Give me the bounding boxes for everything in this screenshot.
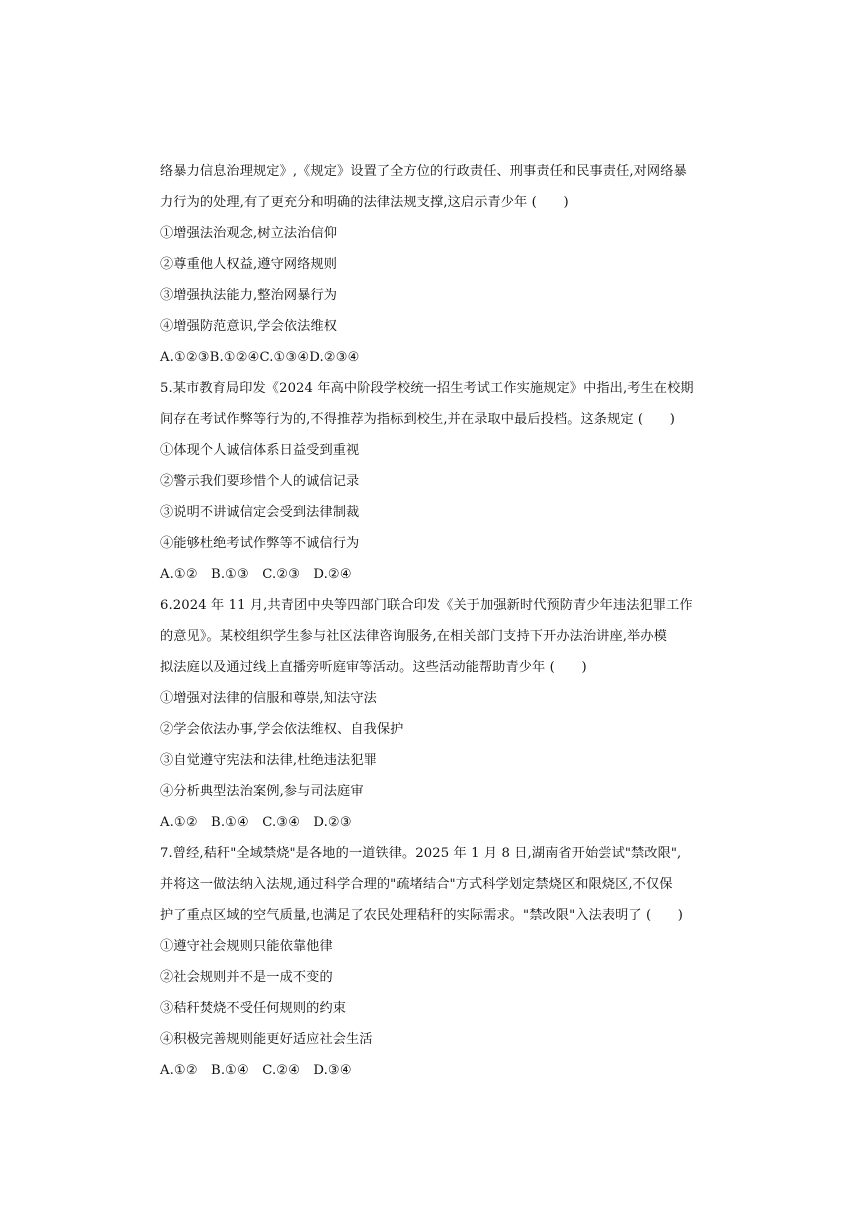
- question-7-option-2: ②社会规则并不是一成不变的: [160, 970, 333, 985]
- question-5-choices: A.①② B.①③ C.②③ D.②④: [160, 567, 352, 582]
- question-7-stem-line-1: 7.曾经,秸秆"全域禁烧"是各地的一道铁律。2025 年 1 月 8 日,湖南省开始尝试"禁改限",: [160, 846, 682, 861]
- question-6-option-2: ②学会依法办事,学会依法维权、自我保护: [160, 722, 404, 737]
- question-7-choices: A.①② B.①④ C.②④ D.③④: [160, 1063, 352, 1078]
- question-7-option-1: ①遵守社会规则只能依靠他律: [160, 939, 333, 954]
- question-5-option-1: ①体现个人诚信体系日益受到重视: [160, 443, 360, 458]
- question-4-option-2: ②尊重他人权益,遵守网络规则: [160, 257, 338, 272]
- question-5-stem-line-1: 5.某市教育局印发《2024 年高中阶段学校统一招生考试工作实施规定》中指出,考生在校期: [160, 381, 694, 396]
- question-4-option-1: ①增强法治观念,树立法治信仰: [160, 226, 338, 241]
- question-6-option-4: ④分析典型法治案例,参与司法庭审: [160, 784, 364, 799]
- question-6-choices: A.①② B.①④ C.③④ D.②③: [160, 815, 352, 830]
- question-5-option-3: ③说明不讲诚信定会受到法律制裁: [160, 505, 360, 520]
- question-6-stem-line-1: 6.2024 年 11 月,共青团中央等四部门联合印发《关于加强新时代预防青少年违法犯罪工作: [160, 598, 693, 613]
- question-4-choices: A.①②③B.①②④C.①③④D.②③④: [160, 350, 360, 365]
- question-5-stem-line-2: 间存在考试作弊等行为的,不得推荐为指标到校生,并在录取中最后投档。这条规定 ( ): [160, 412, 675, 427]
- question-7-stem-line-2: 并将这一做法纳入法规,通过科学合理的"疏堵结合"方式科学划定禁烧区和限烧区,不仅保: [160, 877, 673, 892]
- question-7-option-3: ③秸秆焚烧不受任何规则的约束: [160, 1001, 347, 1016]
- question-6-stem-line-2: 的意见》。某校组织学生参与社区法律咨询服务,在相关部门支持下开办法治讲座,举办模: [160, 629, 667, 644]
- question-5-option-2: ②警示我们要珍惜个人的诚信记录: [160, 474, 360, 489]
- question-4-stem-line-1: 络暴力信息治理规定》,《规定》设置了全方位的行政责任、刑事责任和民事责任,对网络暴: [160, 164, 687, 179]
- question-7-stem-line-3: 护了重点区域的空气质量,也满足了农民处理秸秆的实际需求。"禁改限"入法表明了 ( ): [160, 908, 684, 923]
- question-6-option-3: ③自觉遵守宪法和法律,杜绝违法犯罪: [160, 753, 377, 768]
- question-4-option-4: ④增强防范意识,学会依法维权: [160, 319, 338, 334]
- question-7-option-4: ④积极完善规则能更好适应社会生活: [160, 1032, 373, 1047]
- question-4-stem-line-2: 力行为的处理,有了更充分和明确的法律法规支撑,这启示青少年 ( ): [160, 195, 569, 210]
- document-page: [160, 156, 720, 1086]
- question-5-option-4: ④能够杜绝考试作弊等不诚信行为: [160, 536, 360, 551]
- question-4-option-3: ③增强执法能力,整治网暴行为: [160, 288, 338, 303]
- question-6-option-1: ①增强对法律的信服和尊崇,知法守法: [160, 691, 377, 706]
- question-6-stem-line-3: 拟法庭以及通过线上直播旁听庭审等活动。这些活动能帮助青少年 ( ): [160, 660, 587, 675]
